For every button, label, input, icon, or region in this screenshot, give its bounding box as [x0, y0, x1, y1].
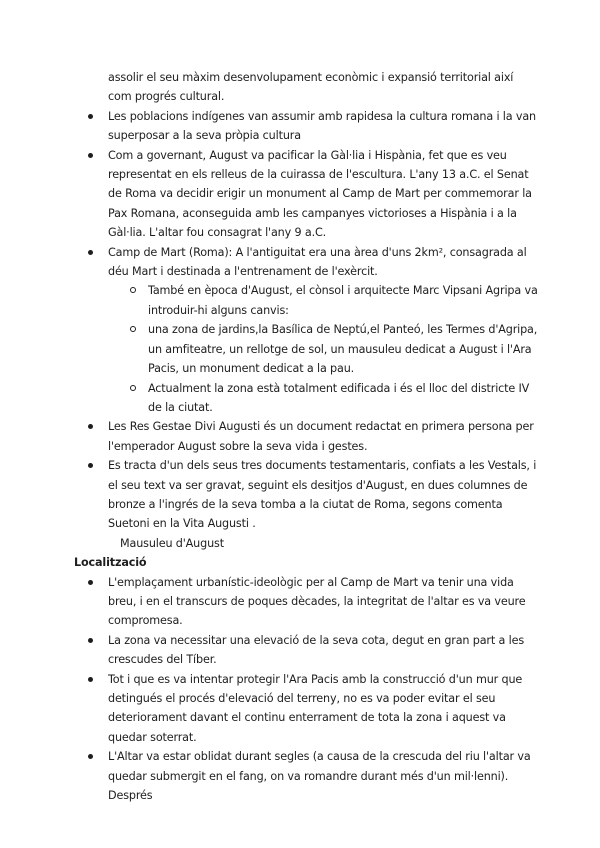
- list-item: La zona va necessitar una elevació de la seva cota, degut en gran part a les crescudes del Tíber.: [74, 631, 540, 670]
- sub-list: [112, 281, 540, 417]
- bullet-list-section2: [74, 573, 540, 806]
- bullet-list-section1: [74, 68, 540, 534]
- list-item: Com a governant, August va pacificar la Gàl·lia i Hispània, fet que es veu representat en els relleus de la cuirassa de l'escultura. L'any 13 a.C. el Senat de Roma va decidir erigir un monument al Camp de Mart per commemorar la Pax Romana, aconseguida amb les campanyes victorioses a Hispània i a la Gàl·lia. L'altar fou consagrat l'any 9 a.C.: [74, 146, 540, 243]
- list-item: assolir el seu màxim desenvolupament econòmic i expansió territorial així com progrés cultural.: [108, 71, 514, 104]
- sub-list-item: També en època d'August, el cònsol i arquitecte Marc Vipsani Agripa va introduir-hi alguns canvis:: [112, 281, 540, 320]
- sub-list-item: una zona de jardins,la Basílica de Neptú,el Panteó, les Termes d'Agripa, un amfiteatre, un rellotge de sol, un mausuleu dedicat a August i l'Ara Pacis, un monument dedicat a la pau.: [112, 320, 540, 378]
- list-item: Les Res Gestae Divi Augusti és un document redactat en primera persona per l'emperador August sobre la seva vida i gestes.: [74, 417, 540, 456]
- image-caption: Mausuleu d'August: [120, 536, 224, 550]
- sub-list-item: Actualment la zona està totalment edificada i és el lloc del districte IV de la ciutat.: [112, 379, 540, 418]
- section-heading: Localització: [74, 556, 147, 570]
- list-item: Tot i que es va intentar protegir l'Ara Pacis amb la construcció d'un mur que detingués el procés d'elevació del terreny, no es va poder evitar el seu deteriorament davant el continu enterrament de tota la zona i aquest va quedar soterrat.: [74, 670, 540, 748]
- list-item: Camp de Mart (Roma): A l'antiguitat era una àrea d'uns 2km², consagrada al déu Mart i destinada a l'entrenament de l'exèrcit. També en època d'August, el cònsol i arquitecte Marc Vipsani Agripa va introduir-hi alguns canvis: una zona de jardins,la Basílica de Neptú,el Panteó, les Termes d'Agripa, un amfiteatre, un rellotge de sol, un mausuleu dedicat a August i l'Ara Pacis, un monument dedicat a la pau. Actualment la zona està totalment edificada i és el lloc del districte IV de la ciutat.: [74, 243, 540, 418]
- list-item: L'Altar va estar oblidat durant segles (a causa de la crescuda del riu l'altar va quedar submergit en el fang, on va romandre durant més d'un mil·lenni). Després: [74, 747, 540, 805]
- list-item: L'emplaçament urbanístic-ideològic per al Camp de Mart va tenir una vida breu, i en el transcurs de poques dècades, la integritat de l'altar es va veure compromesa.: [74, 573, 540, 631]
- list-item: Les poblacions indígenes van assumir amb rapidesa la cultura romana i la van superposar a la seva pròpia cultura: [74, 107, 540, 146]
- list-item: Es tracta d'un dels seus tres documents testamentaris, confiats a les Vestals, i el seu text va ser gravat, seguint els desitjos d'August, en dues columnes de bronze a l'ingrés de la seva tomba a la ciutat de Roma, segons comenta Suetoni en la Vita Augusti .: [74, 456, 540, 534]
